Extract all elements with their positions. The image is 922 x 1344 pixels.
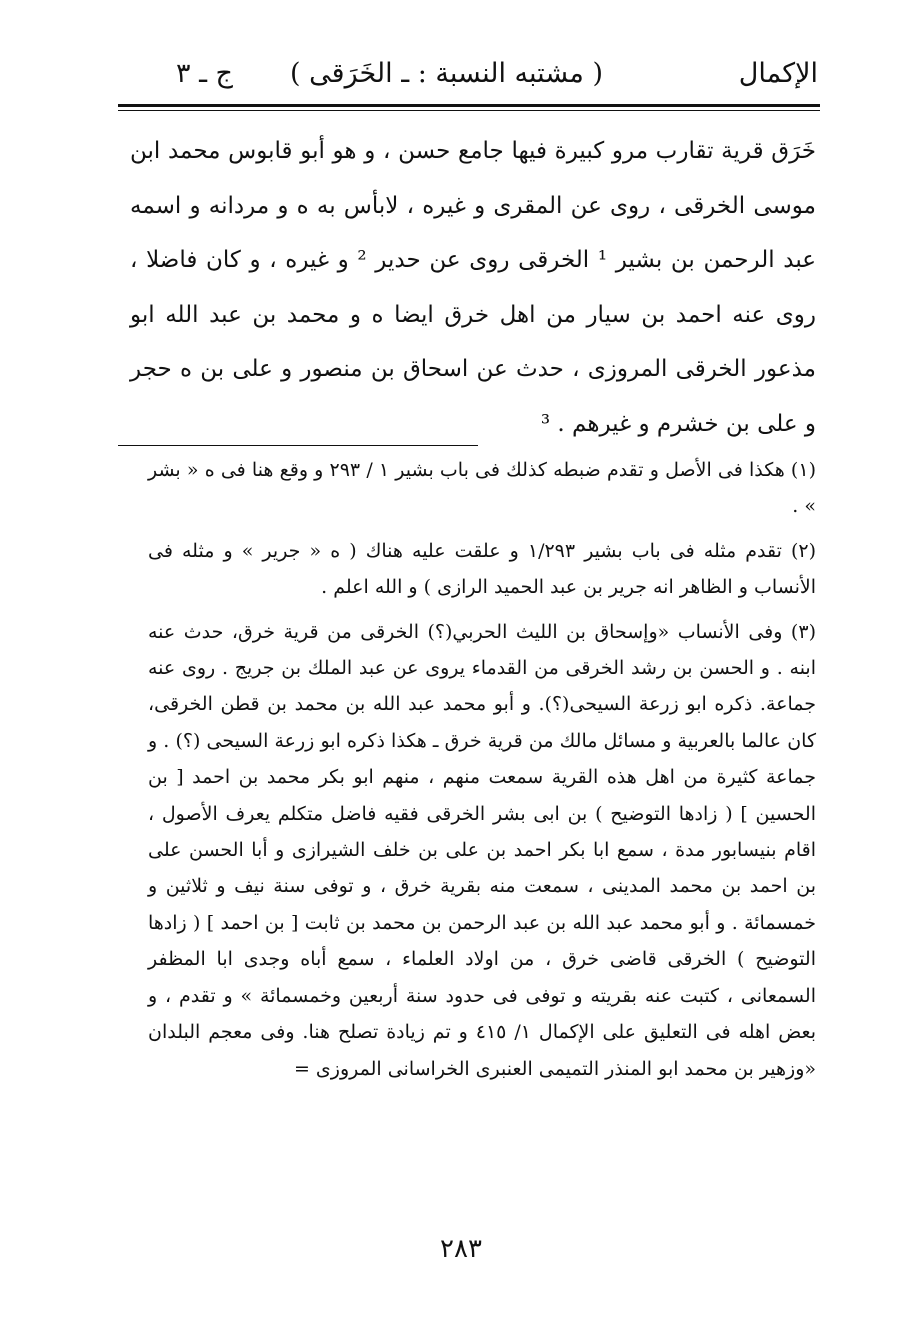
footnote-separator bbox=[118, 445, 478, 446]
header-rule-thin bbox=[118, 110, 820, 111]
page-number: ٢٨٣ bbox=[440, 1234, 482, 1264]
main-paragraph: خَرَق قرية تقارب مرو كبيرة فيها جامع حسن ، و هو أبو قابوس محمد ابن موسى الخرقى ، روى عن المقرى و غيره ، لابأس به ه و مردانه و اسمه عبد الرحمن بن بشير ¹ الخرقى روى عن حدير ² و غيره ، و كان فاضلا ، روى عنه احمد بن سيار من اهل خرق ايضا ه و محمد بن عبد الله ابو مذعور الخرقى المروزى ، حدث عن اسحاق بن منصور و على بن ه حجر و على بن خشرم و غيرهم . ³ bbox=[130, 138, 816, 437]
header-volume: ج ـ ٣ bbox=[175, 58, 233, 89]
header-rule-thick bbox=[118, 104, 820, 107]
running-header bbox=[118, 56, 818, 96]
footnotes bbox=[148, 452, 816, 1095]
header-section-title: ( مشتبه النسبة : ـ الخَرَقى ) bbox=[290, 58, 603, 89]
footnote-2: (٢) تقدم مثله فى باب بشير ١/٢٩٣ و علقت عليه هناك ( ه « جرير » و مثله فى الأنساب و الظاهر انه جرير بن عبد الحميد الرازى ) و الله اعلم . bbox=[148, 539, 816, 599]
footnote-3: (٣) وفى الأنساب «وإسحاق بن الليث الحربي(؟) الخرقى من قرية خرق، حدث عنه ابنه . و الحسن بن رشد الخرقى من القدماء يروى عن عبد الملك بن جريج . روى عنه جماعة. ذكره ابو زرعة السيحى(؟). و أبو محمد عبد الله بن محمد بن قطن الخرقى، كان عالما بالعربية و مسائل مالك من قرية خرق ـ هكذا ذكره ابو زرعة السيحى (؟) . و جماعة كثيرة من اهل هذه القرية سمعت منهم ، منهم ابو بكر محمد بن احمد [ بن الحسين ] ( زادها التوضيح ) بن ابى بشر الخرقى فقيه فاضل متكلم يعرف الأصول ، اقام بنيسابور مدة ، سمع ابا بكر احمد بن على بن خلف الشيرازى و أبا الحسن على بن احمد بن محمد المدينى ، سمعت منه بقرية خرق ، و توفى سنة نيف و ثلاثين و خمسمائة . و أبو محمد عبد الله بن عبد الرحمن بن محمد بن ثابت [ بن احمد ] ( زادها التوضيح ) الخرقى قاضى خرق ، من اولاد العلماء ، سمع أباه وجدى ابا المظفر السمعانى ، كتبت عنه بقريته و توفى فى حدود سنة أربعين وخمسمائة » و تقدم ، و بعض اهله فى التعليق على الإكمال ١/ ٤١٥ و تم زيادة تصلح هنا. وفى معجم البلدان «وزهير بن محمد ابو المنذر التميمى العنبرى الخراسانى المروزى = bbox=[148, 620, 816, 1080]
footnote-1: (١) هكذا فى الأصل و تقدم ضبطه كذلك فى باب بشير ١ / ٢٩٣ و وقع هنا فى ه « بشر » . bbox=[148, 459, 816, 518]
header-book-title: الإكمال bbox=[738, 58, 818, 89]
main-text bbox=[130, 124, 816, 451]
